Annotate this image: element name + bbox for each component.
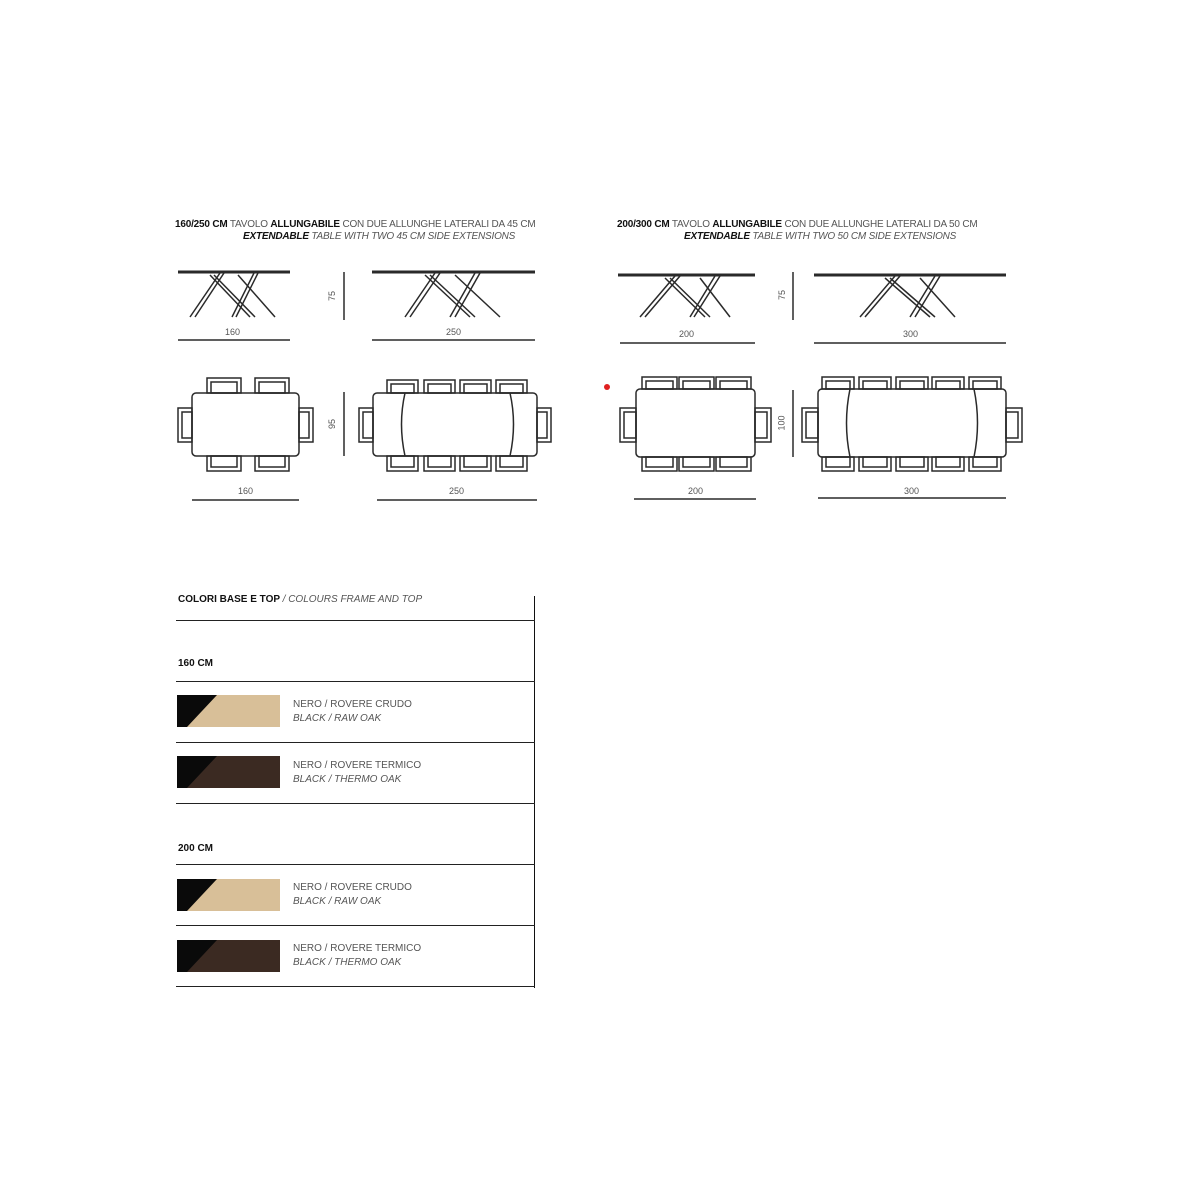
legend-divider bbox=[176, 681, 535, 682]
dim-table-2-side-open: 300 bbox=[903, 329, 919, 339]
swatch-label-160-raw bbox=[293, 698, 412, 726]
dim-table-2-plan-closed: 200 bbox=[688, 486, 704, 496]
table-2-it-pre: TAVOLO bbox=[671, 219, 710, 230]
swatch-label-en: BLACK / RAW OAK bbox=[293, 896, 382, 907]
legend-divider bbox=[176, 620, 535, 621]
dim-table-1-plan-closed: 160 bbox=[238, 486, 254, 496]
table-1-en-post: TABLE WITH TWO 45 CM SIDE EXTENSIONS bbox=[311, 231, 516, 242]
table-1-it-post: CON DUE ALLUNGHE LATERALI DA 45 CM bbox=[342, 219, 536, 230]
legend-divider bbox=[176, 742, 535, 743]
table-1-size: 160/250 CM bbox=[175, 219, 228, 230]
swatch-label-it: NERO / ROVERE CRUDO bbox=[293, 699, 412, 710]
swatch-label-160-thermo bbox=[293, 759, 421, 787]
dim-table-2-side-closed: 200 bbox=[679, 329, 695, 339]
swatch-black-raw-oak-160 bbox=[177, 695, 280, 727]
swatch-label-200-thermo bbox=[293, 942, 421, 970]
swatch-label-en: BLACK / THERMO OAK bbox=[293, 774, 402, 785]
table-2-plan-open bbox=[802, 377, 1022, 498]
swatch-black-raw-oak-200 bbox=[177, 879, 280, 911]
legend-title-it: COLORI BASE E TOP bbox=[178, 594, 280, 605]
dim-table-2-height: 75 bbox=[777, 289, 788, 301]
legend-frame-right bbox=[534, 596, 535, 988]
legend-divider bbox=[176, 803, 535, 804]
dim-table-1-side-open: 250 bbox=[446, 327, 462, 337]
legend-title-en: / COLOURS FRAME AND TOP bbox=[282, 594, 423, 605]
table-1-plan-closed bbox=[178, 378, 313, 500]
legend-divider bbox=[176, 925, 535, 926]
technical-drawings bbox=[0, 0, 1200, 520]
dim-table-1-height: 75 bbox=[327, 290, 338, 302]
table-2-plan-closed bbox=[620, 377, 771, 499]
table-1-it-bold: ALLUNGABILE bbox=[270, 219, 340, 230]
swatch-label-it: NERO / ROVERE TERMICO bbox=[293, 760, 422, 771]
dim-table-1-depth: 95 bbox=[327, 418, 338, 430]
swatch-label-it: NERO / ROVERE CRUDO bbox=[293, 882, 412, 893]
dim-table-2-plan-open: 300 bbox=[904, 486, 920, 496]
swatch-black-thermo-oak-160 bbox=[177, 756, 280, 788]
table-2-it-post: CON DUE ALLUNGHE LATERALI DA 50 CM bbox=[784, 219, 978, 230]
group-160-title: 160 CM bbox=[178, 658, 214, 669]
dim-table-1-plan-open: 250 bbox=[449, 486, 465, 496]
legend-divider bbox=[176, 986, 535, 987]
dim-table-1-side-closed: 160 bbox=[225, 327, 241, 337]
table-2-en-bold: EXTENDABLE bbox=[684, 231, 750, 242]
table-1-en-bold: EXTENDABLE bbox=[243, 231, 309, 242]
legend-divider bbox=[176, 864, 535, 865]
accent-dot bbox=[604, 384, 610, 390]
swatch-label-200-raw bbox=[293, 881, 412, 909]
group-200-title: 200 CM bbox=[178, 843, 214, 854]
swatch-label-it: NERO / ROVERE TERMICO bbox=[293, 943, 422, 954]
table-2-en-post: TABLE WITH TWO 50 CM SIDE EXTENSIONS bbox=[752, 231, 957, 242]
table-2-it-bold: ALLUNGABILE bbox=[712, 219, 782, 230]
table-2-size: 200/300 CM bbox=[617, 219, 670, 230]
swatch-label-en: BLACK / THERMO OAK bbox=[293, 957, 402, 968]
swatch-label-en: BLACK / RAW OAK bbox=[293, 713, 382, 724]
legend-title bbox=[178, 594, 422, 605]
table-1-plan-open bbox=[359, 380, 551, 500]
table-1-it-pre: TAVOLO bbox=[229, 219, 268, 230]
swatch-black-thermo-oak-200 bbox=[177, 940, 280, 972]
dim-table-2-depth: 100 bbox=[776, 415, 787, 431]
